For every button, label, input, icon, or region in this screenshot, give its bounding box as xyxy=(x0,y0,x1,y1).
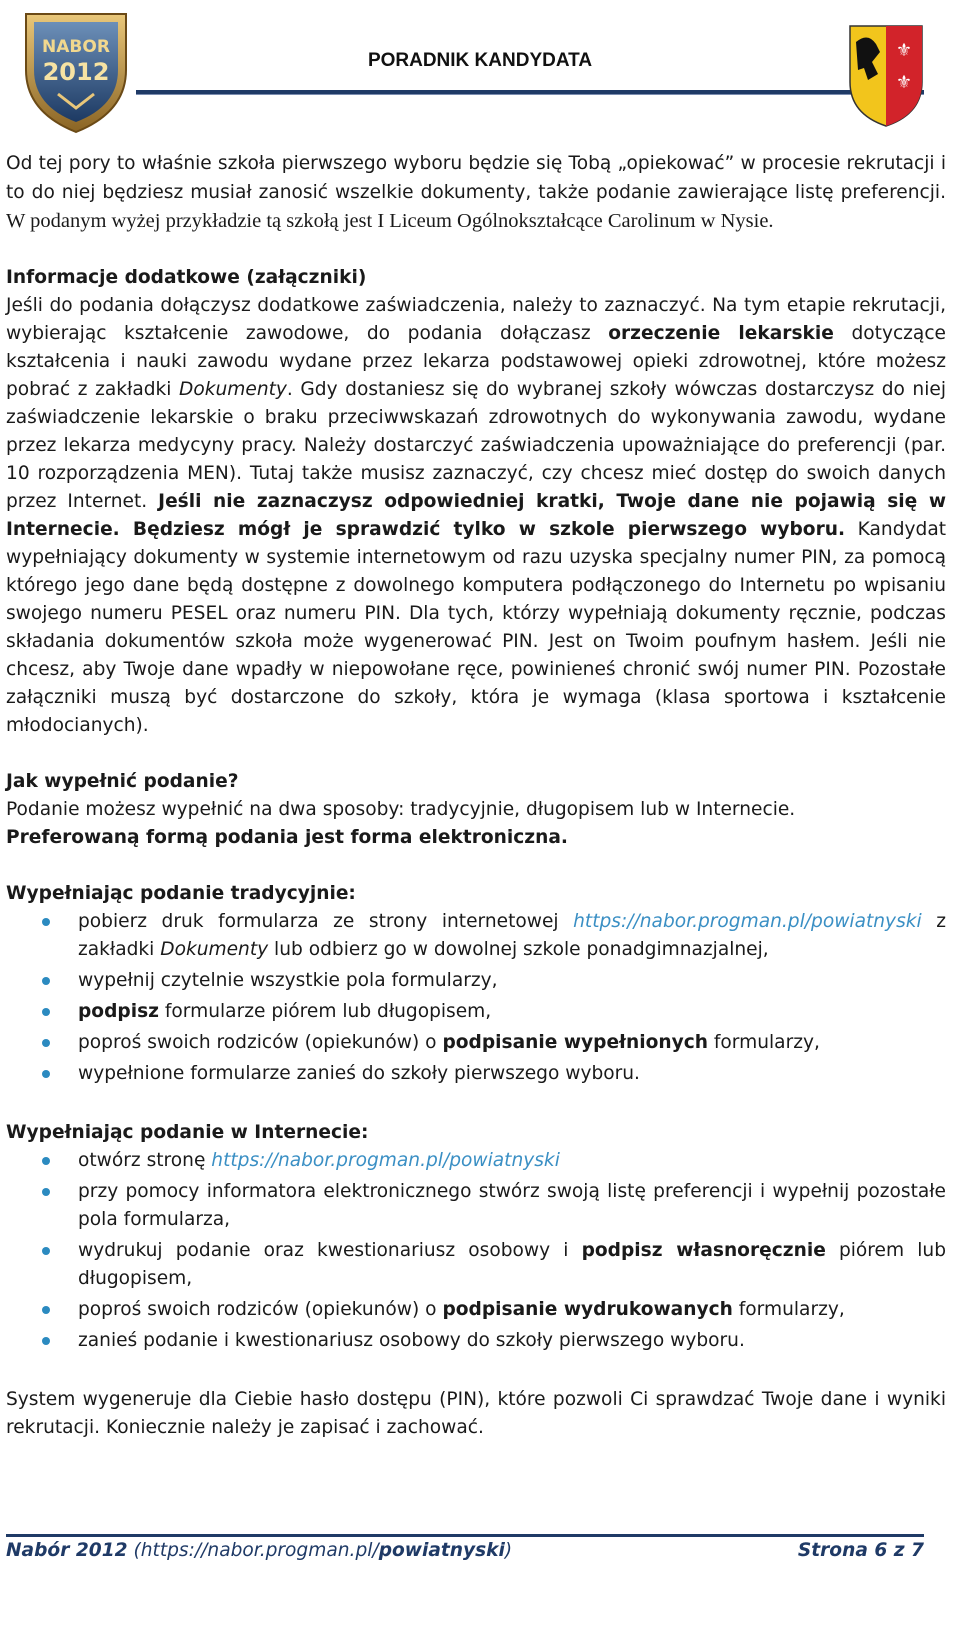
list-item: wypełnij czytelnie wszystkie pola formularzy, xyxy=(6,967,946,995)
list-item: przy pomocy informatora elektronicznego stwórz swoją listę preferencji i wypełnij pozostałe pola formularza, xyxy=(6,1178,946,1234)
page-number: Strona 6 z 7 xyxy=(797,1540,924,1561)
footer-source: Nabór 2012 (https://nabor.progman.pl/powiatnyski) xyxy=(6,1540,513,1561)
list-item: pobierz druk formularza ze strony internetowej https://nabor.progman.pl/powiatnyski z zakładki Dokumenty lub odbierz go w dowolnej szkole ponadgimnazjalnej, xyxy=(6,908,946,964)
svg-text:NABOR: NABOR xyxy=(42,37,110,57)
attachments-heading: Informacje dodatkowe (załączniki) xyxy=(6,267,367,288)
how-line: Podanie możesz wypełnić na dwa sposoby: tradycyjnie, długopisem lub w Internecie. xyxy=(6,799,796,820)
svg-text:⚜: ⚜ xyxy=(895,40,913,61)
list-item: otwórz stronę https://nabor.progman.pl/powiatnyski xyxy=(6,1147,946,1175)
footer-divider xyxy=(6,1534,924,1537)
header-title: PORADNIK KANDYDATA xyxy=(367,50,593,71)
preferred-form-line: Preferowaną formą podania jest forma elektroniczna. xyxy=(6,827,568,848)
coat-of-arms-logo xyxy=(846,22,926,130)
list-item: podpisz formularze piórem lub długopisem, xyxy=(6,998,946,1026)
list-item: poproś swoich rodziców (opiekunów) o podpisanie wypełnionych formularzy, xyxy=(6,1029,946,1057)
list-item: poproś swoich rodziców (opiekunów) o podpisanie wydrukowanych formularzy, xyxy=(6,1296,946,1324)
nabor-link[interactable]: https://nabor.progman.pl/powiatnyski xyxy=(573,911,922,932)
nabor-link[interactable]: https://nabor.progman.pl/powiatnyski xyxy=(211,1150,560,1171)
traditional-list xyxy=(6,908,946,1088)
svg-text:⚜: ⚜ xyxy=(895,72,913,93)
document-body xyxy=(6,150,946,1442)
footer xyxy=(6,1540,924,1570)
traditional-heading: Wypełniając podanie tradycyjnie: xyxy=(6,883,356,904)
online-list xyxy=(6,1147,946,1355)
header-divider xyxy=(136,90,924,95)
list-item: wypełnione formularze zanieś do szkoły pierwszego wyboru. xyxy=(6,1060,946,1088)
list-item: zanieś podanie i kwestionariusz osobowy do szkoły pierwszego wyboru. xyxy=(6,1327,946,1355)
svg-text:2012: 2012 xyxy=(42,58,110,86)
closing-paragraph: System wygeneruje dla Ciebie hasło dostępu (PIN), które pozwoli Ci sprawdzać Twoje dane i wyniki rekrutacji. Koniecznie należy je zapisać i zachować. xyxy=(6,1389,946,1438)
intro-paragraph: Od tej pory to właśnie szkoła pierwszego wyboru będzie się Tobą „opiekować” w procesie rekrutacji i to do niej będziesz musiał zanosić wszelkie dokumenty, także podanie zawierające listę preferencji. W podanym wyżej przykładzie tą szkołą jest I Liceum Ogólnokształcące Carolinum w Nysie. xyxy=(6,153,946,232)
attachments-paragraph: Jeśli do podania dołączysz dodatkowe zaświadczenia, należy to zaznaczyć. Na tym etapie rekrutacji, wybierając kształcenie zawodowe, do podania dołączasz orzeczenie lekarskie dotyczące kształcenia i nauki zawodu wydane przez lekarza podstawowej opieki zdrowotnej, które możesz pobrać z zakładki Dokumenty. Gdy dostaniesz się do wybranej szkoły wówczas dostarczysz do niej zaświadczenie lekarskie o braku przeciwwskazań zdrowotnych do wykonywania zawodu, wydane przez lekarza medycyny pracy. Należy dostarczyć zaświadczenia upoważniające do preferencji (par. 10 rozporządzenia MEN). Tutaj także musisz zaznaczyć, czy chcesz mieć dostęp do swoich danych przez Internet. Jeśli nie zaznaczysz odpowiedniej kratki, Twoje dane nie pojawią się w Internecie. Będziesz mógł je sprawdzić tylko w szkole pierwszego wyboru. Kandydat wypełniający dokumenty w systemie internetowym od razu uzyska specjalny numer PIN, za pomocą którego jego dane będą dostępne z dowolnego komputera podłączonego do Internetu po wpisaniu swojego numeru PESEL oraz numeru PIN. Dla tych, którzy wypełniają dokumenty ręcznie, podczas składania dokumentów szkoła może wygenerować PIN. Jest on Twoim poufnym hasłem. Jeśli nie chcesz, aby Twoje dane wpadły w niepowołane ręce, powinieneś chronić swój numer PIN. Pozostałe załączniki muszą być dostarczone do szkoły, która je wymaga (klasa sportowa i kształcenie młodocianych). xyxy=(6,295,947,736)
how-heading: Jak wypełnić podanie? xyxy=(6,771,239,792)
list-item: wydrukuj podanie oraz kwestionariusz osobowy i podpisz własnoręcznie piórem lub długopisem, xyxy=(6,1237,946,1293)
nabor-2012-badge-logo xyxy=(20,8,132,136)
online-heading: Wypełniając podanie w Internecie: xyxy=(6,1122,369,1143)
